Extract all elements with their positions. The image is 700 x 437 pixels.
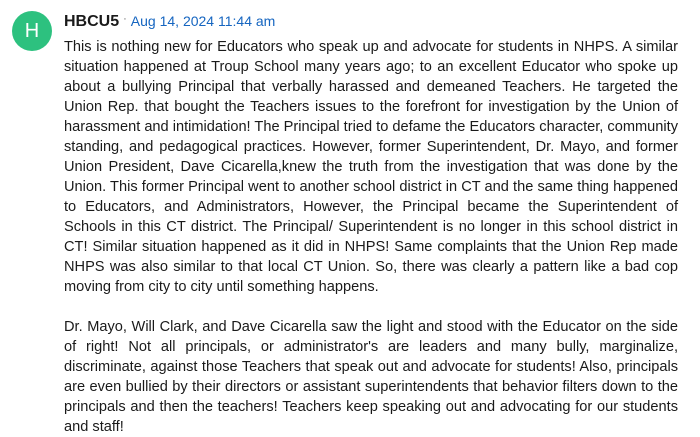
author-name[interactable]: HBCU5 <box>64 13 120 30</box>
avatar[interactable]: H <box>12 11 52 51</box>
comment-paragraph: This is nothing new for Educators who speak up and advocate for students in NHPS. A similar situation happened at Troup School many years ago; to an excellent Educator who spoke up about a bullying Principal that verbally harassed and demeaned Teachers. He targeted the Union Rep. that bought the Teachers issues to the forefront for investigation by the Union of harassment and intimidation! The Principal tried to defame the Educators character, community standing, and pedagogical practices. However, former Superintendent, Dr. Mayo, and former Union President, Dave Cicarella,knew the truth from the investigation that was done by the Union. This former Principal went to another school district in CT and the same thing happened to Educators, and Administrators, However, the Principal became the Superintendent of Schools in this CT district. The Principal/ Superintendent is no longer in this school district in CT! Similar situation happened as it did in NHPS! Same complaints that the Union Rep made NHPS was also similar to that local CT Union. So, there was clearly a pattern like a bad cop moving from city to city until something happens. <box>64 39 678 295</box>
comment-body <box>64 37 678 437</box>
comment-paragraph: Dr. Mayo, Will Clark, and Dave Cicarella saw the light and stood with the Educator on the side of right! Not all principals, or administrator's are leaders and many bully, marginalize, discriminate, against those Teachers that speak out and advocate for students! Also, principals are even bullied by their directors or assistant superintendents that behavior filters down to the principals and then the teachers! Teachers keep speaking out and advocating for our students and staff! <box>64 319 678 435</box>
separator-dot: · <box>123 13 127 25</box>
comment-header <box>64 10 275 34</box>
timestamp-link[interactable]: Aug 14, 2024 11:44 am <box>130 13 276 29</box>
